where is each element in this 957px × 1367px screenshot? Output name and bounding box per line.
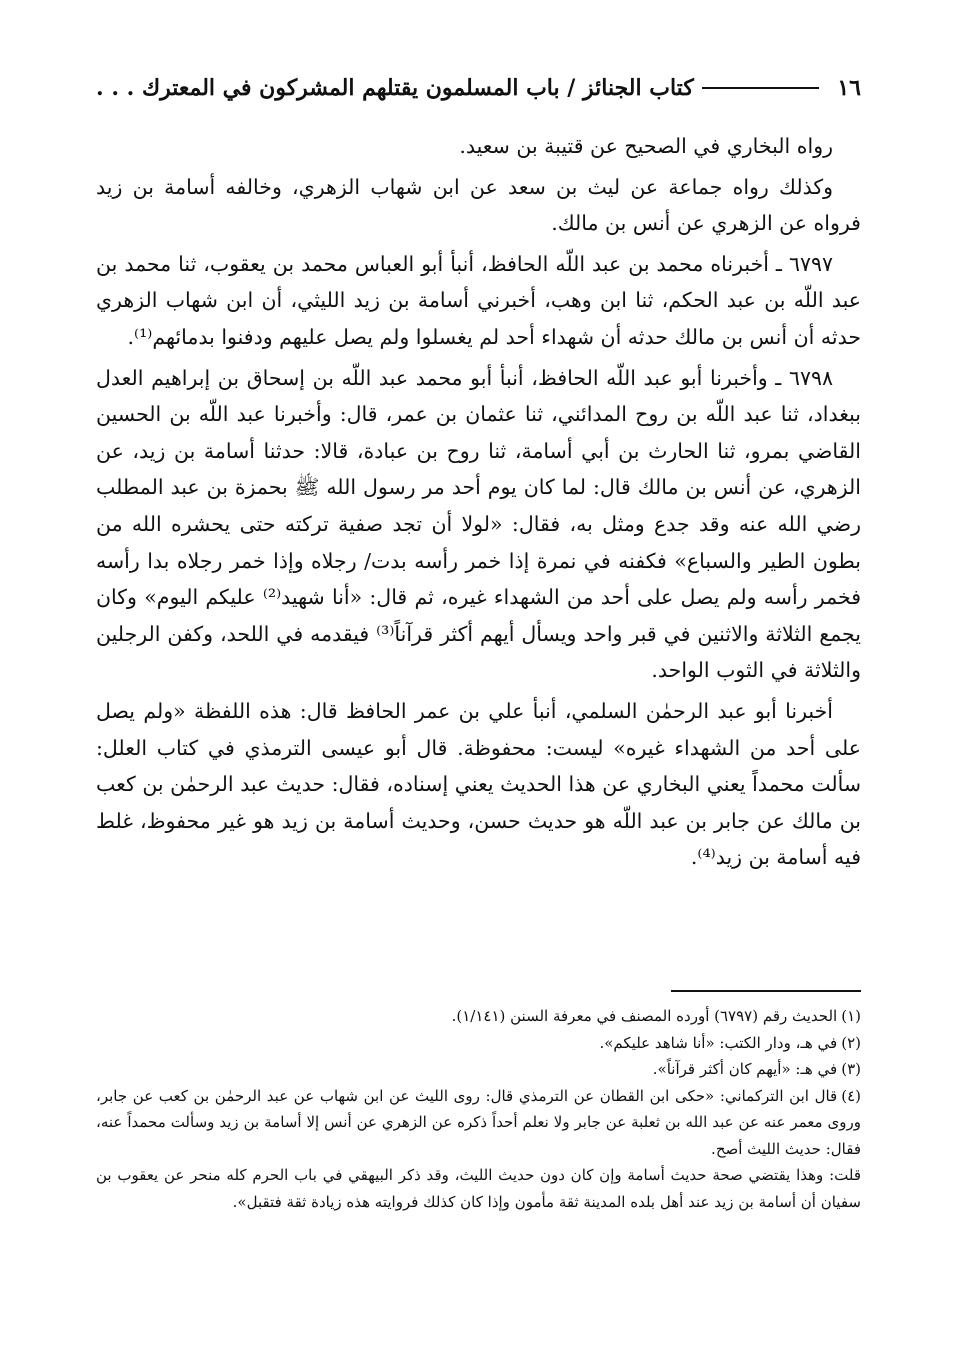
paragraph: وكذلك رواه جماعة عن ليث بن سعد عن ابن شهاب الزهري، وخالفه أسامة بن زيد فرواه عن الزهري عن أنس بن مالك. xyxy=(96,174,861,236)
footnote-text: في هـ: «أيهم كان أكثر قرآناً». xyxy=(652,1060,838,1078)
footnote xyxy=(96,1056,861,1083)
footnote xyxy=(96,1083,861,1163)
running-header xyxy=(96,70,861,106)
paragraph: رواه البخاري في الصحيح عن قتيبة بن سعيد. xyxy=(459,134,833,158)
main-text xyxy=(96,128,861,880)
footnote-number: (٣) xyxy=(841,1060,861,1078)
footnote-number: (١) xyxy=(841,1007,861,1025)
paragraph: أخبرنا أبو عبد الرحمٰن السلمي، أنبأ علي بن عمر الحافظ قال: هذه اللفظة «ولم يصل على أحد من الشهداء غيره» ليست: محفوظة. قال أبو عيسى الترمذي في كتاب العلل: سألت محمداً يعني البخاري عن هذا الحديث يعني إسناده، فقال: حديث عبد الرحمٰن بن كعب بن مالك عن جابر بن عبد اللّه هو حديث حسن، وحديث أسامة بن زيد هو غير محفوظ، غلط فيه أسامة بن زيد⁽⁴⁾. xyxy=(96,698,861,870)
page-number: ١٦ xyxy=(837,75,861,101)
header-title: كتاب الجنائز / باب المسلمون يقتلهم المشركون في المعترك . . . xyxy=(96,75,694,101)
footnote-text: في هـ، ودار الكتب: «أنا شاهد عليكم». xyxy=(599,1033,838,1052)
footnote-number: (٢) xyxy=(841,1033,861,1052)
hadith-6797: ٦٧٩٧ ـ أخبرناه محمد بن عبد اللّه الحافظ، أنبأ أبو العباس محمد بن يعقوب، ثنا محمد بن عبد اللّه بن عبد الحكم، ثنا ابن وهب، أخبرني أسامة بن زيد الليثي، أن ابن شهاب الزهري حدثه أن أنس بن مالك حدثه أن شهداء أحد لم يغسلوا ولم يصل عليهم ودفنوا بدمائهم⁽¹⁾. xyxy=(96,251,861,349)
footnote-text: قال ابن التركماني: «حكى ابن القطان عن الترمذي قال: روى الليث عن ابن شهاب عن عبد الرحمٰن بن كعب عن جابر، وروى معمر عنه عن عبد الله بن ثعلبة عن جابر ولا نعلم أحداً ذكره عن الزهري عن أنس إلا أسامة بن زيد وسألت محمداً عنه، فقال: حديث الليث أصح. xyxy=(96,1086,861,1158)
footnote-number: (٤) xyxy=(841,1086,861,1105)
footnote xyxy=(96,1003,861,1030)
footnote-continuation: قلت: وهذا يقتضي صحة حديث أسامة وإن كان دون حديث الليث، وقد ذكر البيهقي في باب الحرم كله منحر عن يعقوب بن سفيان أن أسامة بن زيد عند أهل بلده المدينة ثقة مأمون وإذا كان كذلك فروايته هذه زيادة ثقة فتقبل». xyxy=(96,1166,861,1211)
header-rule xyxy=(702,87,820,89)
footnotes xyxy=(96,1003,861,1215)
hadith-6798: ٦٧٩٨ ـ وأخبرنا أبو عبد اللّه الحافظ، أنبأ أبو محمد عبد اللّه بن إسحاق بن إبراهيم العدل ببغداد، ثنا عبد اللّه بن روح المدائني، ثنا عثمان بن عمر، قال: وأخبرنا عبد اللّه بن الحسين القاضي بمرو، ثنا الحارث بن أبي أسامة، ثنا روح بن عبادة، قالا: حدثنا أسامة بن زيد، عن الزهري، عن أنس بن مالك قال: لما كان يوم أحد مر رسول الله ﷺ بحمزة بن عبد المطلب رضي الله عنه وقد جدع ومثل به، فقال: «لولا أن تجد صفية تركته حتى يحشره الله من بطون الطير والسباع» فكفنه في نمرة إذا خمر رأسه بدت/ رجلاه وإذا خمر رجلاه بدا رأسه فخمر رأسه ولم يصل على أحد من الشهداء غيره، ثم قال: «أنا شهيد⁽²⁾ عليكم اليوم» وكان يجمع الثلاثة والاثنين في قبر واحد ويسأل أيهم أكثر قرآناً⁽³⁾ فيقدمه في اللحد، وكفن الرجلين والثلاثة في الثوب الواحد. xyxy=(96,365,861,683)
footnote-text: الحديث رقم (٦٧٩٧) أورده المصنف في معرفة السنن (١/١٤١). xyxy=(451,1007,838,1025)
footnote-separator xyxy=(671,990,861,992)
footnote xyxy=(96,1030,861,1057)
